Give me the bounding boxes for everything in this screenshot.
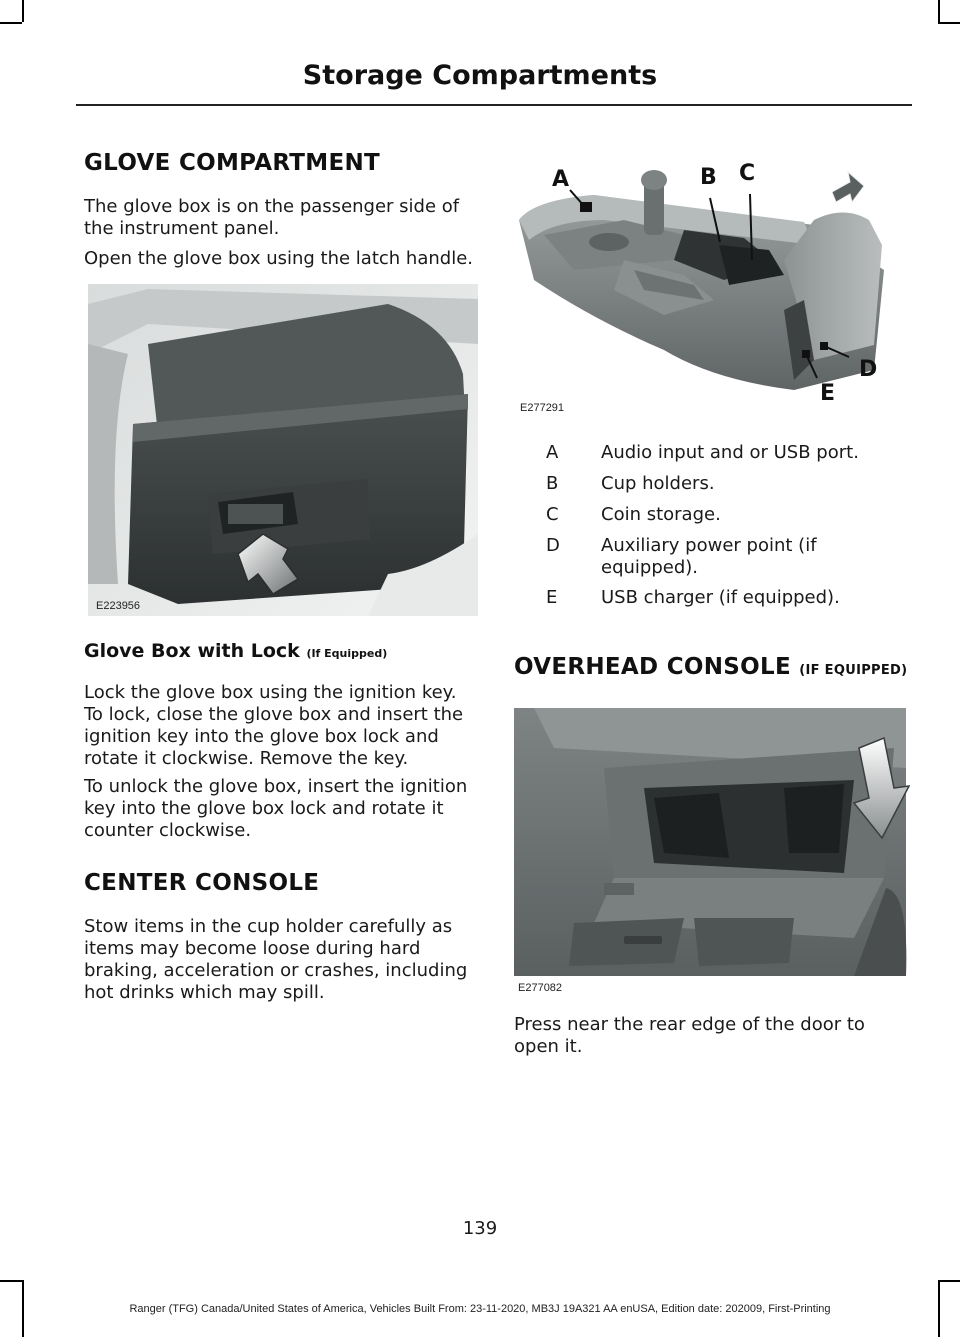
- crop-mark: [0, 22, 22, 24]
- console-label-d: D: [859, 357, 878, 382]
- console-figure-code: E277291: [520, 402, 565, 414]
- center-console-figure: [514, 150, 910, 420]
- console-label-e: E: [820, 381, 836, 406]
- crop-mark: [938, 22, 960, 24]
- glove-paragraph-1: The glove box is on the passenger side of the instrument panel.: [84, 196, 460, 239]
- center-console-illustration: [514, 150, 910, 420]
- overhead-console-figure: [514, 708, 910, 998]
- legend-key: D: [546, 535, 560, 556]
- legend-key: B: [546, 473, 559, 494]
- glove-heading: GLOVE COMPARTMENT: [84, 150, 381, 176]
- legend-text: Cup holders.: [601, 473, 715, 494]
- page-number: 139: [462, 1218, 498, 1239]
- legend-key: C: [546, 504, 559, 525]
- lock-paragraph-2: To unlock the glove box, insert the ignition key into the glove box lock and rotate it counter clockwise.: [84, 776, 468, 841]
- footer-text: Ranger (TFG) Canada/United States of America, Vehicles Built From: 23-11-2020, MB3J 19A321 AA enUSA, Edition date: 202009, First-Printing: [129, 1303, 831, 1315]
- console-label-a: A: [552, 167, 570, 192]
- crop-mark: [938, 1280, 960, 1282]
- overhead-figure-code: E277082: [518, 982, 563, 994]
- glove-box-illustration: [88, 284, 478, 616]
- legend-text: Auxiliary power point (if equipped).: [601, 535, 817, 578]
- header-rule: [76, 104, 912, 106]
- overhead-heading-text: OVERHEAD CONSOLE: [514, 654, 791, 680]
- crop-mark: [938, 0, 940, 22]
- center-console-heading: CENTER CONSOLE: [84, 870, 320, 896]
- console-label-c: C: [739, 161, 756, 186]
- lock-heading-suffix: (If Equipped): [306, 647, 388, 660]
- page-title: Storage Compartments: [302, 60, 658, 91]
- glove-box-figure: [88, 284, 478, 616]
- lock-heading: [84, 640, 387, 662]
- legend-text: USB charger (if equipped).: [601, 587, 840, 608]
- overhead-paragraph: Press near the rear edge of the door to open it.: [514, 1014, 865, 1057]
- legend-text: Coin storage.: [601, 504, 721, 525]
- legend-key: E: [546, 587, 558, 608]
- console-label-b: B: [700, 165, 717, 190]
- crop-mark: [22, 0, 24, 22]
- crop-mark: [0, 1280, 22, 1282]
- overhead-console-illustration: [514, 708, 910, 998]
- overhead-heading: [514, 650, 910, 688]
- overhead-heading-suffix: (IF EQUIPPED): [799, 663, 908, 678]
- glove-paragraph-2: Open the glove box using the latch handle.: [84, 248, 473, 269]
- lock-heading-text: Glove Box with Lock: [84, 640, 300, 662]
- legend-key: A: [546, 442, 559, 463]
- legend-text: Audio input and or USB port.: [601, 442, 859, 463]
- glove-figure-code: E223956: [96, 600, 141, 612]
- center-console-paragraph: Stow items in the cup holder carefully as items may become loose during hard braking, acceleration or crashes, including hot drinks which may spill.: [84, 916, 468, 1003]
- lock-paragraph-1: Lock the glove box using the ignition key. To lock, close the glove box and insert the ignition key into the glove box lock and rotate it clockwise. Remove the key.: [84, 682, 464, 769]
